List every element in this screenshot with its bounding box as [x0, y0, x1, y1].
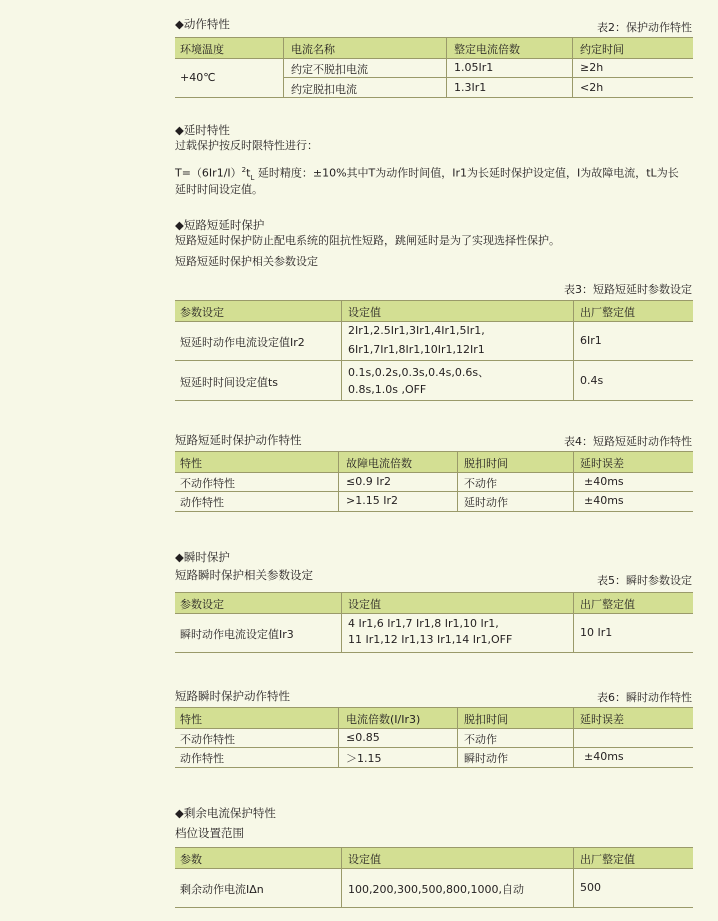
formula-part: t — [246, 166, 251, 180]
table2-cell: ≥2h — [580, 61, 604, 74]
table7-cell: 500 — [580, 881, 601, 894]
table6-caption: 表6：瞬时动作特性 — [597, 691, 692, 704]
table3-cell: 0.4s — [580, 374, 604, 387]
short-delay-paragraph-line: 短路短延时保护相关参数设定 — [175, 255, 318, 268]
table2-temp-cell: +40℃ — [180, 71, 216, 84]
table4-cell: 不动作 — [464, 477, 497, 490]
table6-title: 短路瞬时保护动作特性 — [175, 689, 290, 703]
table4-title: 短路短延时保护动作特性 — [175, 433, 302, 447]
table6-header-cell: 延时误差 — [580, 713, 624, 726]
table2-cell: 约定脱扣电流 — [291, 83, 357, 96]
table7-col-rule — [341, 848, 342, 907]
table4-col-rule — [338, 452, 339, 511]
table3-col-rule — [341, 301, 342, 400]
table3-rule-top — [175, 300, 693, 301]
table2-rule-top — [175, 37, 693, 38]
table5-rule-bottom — [175, 652, 693, 653]
table7-title: 档位设置范围 — [175, 826, 244, 840]
table2-rule-bottom — [175, 97, 693, 98]
table4-cell: 延时动作 — [464, 496, 508, 509]
table2-col-rule — [572, 38, 573, 97]
table6-cell: 瞬时动作 — [464, 752, 508, 765]
table4-caption: 表4：短路短延时动作特性 — [564, 435, 692, 448]
table6-rule-top — [175, 707, 693, 708]
table7-header-cell: 出厂整定值 — [580, 853, 635, 866]
table4-cell: 动作特性 — [180, 496, 224, 509]
table3-col-rule — [573, 301, 574, 400]
short-delay-paragraph-line: 短路短延时保护防止配电系统的阻抗性短路，跳闸延时是为了实现选择性保护。 — [175, 234, 560, 247]
formula-superscript: 2 — [241, 166, 247, 174]
table3-rule — [175, 321, 693, 322]
table7-col-rule — [573, 848, 574, 907]
table4-rule — [175, 491, 693, 492]
table6-col-rule — [573, 708, 574, 767]
table3-cell: 0.8s,1.0s ,OFF — [348, 383, 427, 396]
table3-cell: 6Ir1 — [580, 334, 602, 347]
table4-cell: ±40ms — [584, 475, 624, 488]
table5-header-cell: 出厂整定值 — [580, 598, 635, 611]
table4-header-cell: 特性 — [180, 457, 202, 470]
table7-cell: 剩余动作电流IΔn — [180, 883, 264, 896]
table5-rule-top — [175, 592, 693, 593]
table5-caption: 表5：瞬时参数设定 — [597, 574, 692, 587]
table4-rule-top — [175, 451, 693, 452]
table2-cell: <2h — [580, 81, 604, 94]
table6-col-rule — [457, 708, 458, 767]
table3-cell: 6Ir1,7Ir1,8Ir1,10Ir1,12Ir1 — [348, 343, 485, 356]
table7-rule-bottom — [175, 907, 693, 908]
table6-rule — [175, 728, 693, 729]
table2-cell: 1.05Ir1 — [454, 61, 494, 74]
table2-caption: 表2：保护动作特性 — [597, 21, 692, 34]
table4-rule-bottom — [175, 511, 693, 512]
table3-cell: 0.1s,0.2s,0.3s,0.4s,0.6s、 — [348, 366, 490, 379]
table7-rule-top — [175, 847, 693, 848]
table7-cell: 100,200,300,500,800,1000,自动 — [348, 883, 524, 896]
table6-header-cell: 电流倍数(I/Ir3) — [346, 713, 421, 726]
table5-rule — [175, 613, 693, 614]
table3-rule — [175, 360, 693, 361]
table4-cell: ±40ms — [584, 494, 624, 507]
table5-header-cell: 参数设定 — [180, 598, 224, 611]
table4-cell: >1.15 Ir2 — [346, 494, 398, 507]
table4-cell: ≤0.9 Ir2 — [346, 475, 391, 488]
table5-col-rule — [341, 593, 342, 652]
table6-header-cell: 脱扣时间 — [464, 713, 508, 726]
formula-part: 延时精度：±10%其中T为动作时间值，Ir1为长延时保护设定值，I为故障电流，tL为长 — [254, 166, 679, 180]
table2-rule — [175, 58, 693, 59]
table6-rule-bottom — [175, 767, 693, 768]
table2-col-rule — [446, 38, 447, 97]
section-heading-action: ◆动作特性 — [175, 17, 230, 31]
table4-cell: 不动作特性 — [180, 477, 235, 490]
table3-header-cell: 参数设定 — [180, 306, 224, 319]
table2-header-cell: 约定时间 — [580, 43, 624, 56]
table6-cell: ≤0.85 — [346, 731, 380, 744]
section-heading-short-delay: ◆短路短延时保护 — [175, 218, 265, 232]
table2-cell: 约定不脱扣电流 — [291, 63, 368, 76]
table3-cell: 短延时动作电流设定值Ir2 — [180, 336, 305, 349]
section-heading-instant: ◆瞬时保护 — [175, 550, 230, 564]
table5-col-rule — [573, 593, 574, 652]
table2-col-rule — [283, 38, 284, 97]
table2-header-cell: 电流名称 — [291, 43, 335, 56]
table5-cell: 瞬时动作电流设定值Ir3 — [180, 628, 294, 641]
table4-header-cell: 脱扣时间 — [464, 457, 508, 470]
section-heading-delay: ◆延时特性 — [175, 123, 230, 137]
table6-cell: ±40ms — [584, 750, 624, 763]
table3-header-cell: 出厂整定值 — [580, 306, 635, 319]
table7-rule — [175, 868, 693, 869]
table5-cell: 10 Ir1 — [580, 626, 613, 639]
table4-header-cell: 延时误差 — [580, 457, 624, 470]
table6-rule — [175, 747, 693, 748]
table5-cell: 11 Ir1,12 Ir1,13 Ir1,14 Ir1,OFF — [348, 633, 513, 646]
delay-paragraph-line: 延时时间设定值。 — [175, 183, 263, 196]
table2-header-cell: 环境温度 — [180, 43, 224, 56]
table7-header-cell: 参数 — [180, 853, 202, 866]
table6-cell: 不动作特性 — [180, 733, 235, 746]
formula-subscript: L — [250, 173, 255, 182]
table4-col-rule — [573, 452, 574, 511]
table2-header-cell: 整定电流倍数 — [454, 43, 520, 56]
table5-cell: 4 Ir1,6 Ir1,7 Ir1,8 Ir1,10 Ir1, — [348, 617, 499, 630]
table3-rule-bottom — [175, 400, 693, 401]
table5-title: 短路瞬时保护相关参数设定 — [175, 568, 313, 582]
section-heading-residual: ◆剩余电流保护特性 — [175, 806, 276, 820]
table6-cell: 不动作 — [464, 733, 497, 746]
table6-col-rule — [338, 708, 339, 767]
table6-cell: ＞1.15 — [346, 752, 382, 765]
table5-header-cell: 设定值 — [348, 598, 381, 611]
table3-cell: 2Ir1,2.5Ir1,3Ir1,4Ir1,5Ir1, — [348, 324, 485, 337]
table2-cell: 1.3Ir1 — [454, 81, 487, 94]
table7-header-cell: 设定值 — [348, 853, 381, 866]
formula-part: T=（6Ir1/I） — [175, 166, 242, 180]
table2-rule — [283, 77, 693, 78]
table4-header-cell: 故障电流倍数 — [346, 457, 412, 470]
table3-header-cell: 设定值 — [348, 306, 381, 319]
delay-paragraph-line: 过载保护按反时限特性进行： — [175, 139, 318, 152]
table3-caption: 表3：短路短延时参数设定 — [564, 283, 692, 296]
table4-rule — [175, 472, 693, 473]
table3-cell: 短延时时间设定值ts — [180, 376, 279, 389]
table6-header-cell: 特性 — [180, 713, 202, 726]
table4-col-rule — [457, 452, 458, 511]
table6-cell: 动作特性 — [180, 752, 224, 765]
